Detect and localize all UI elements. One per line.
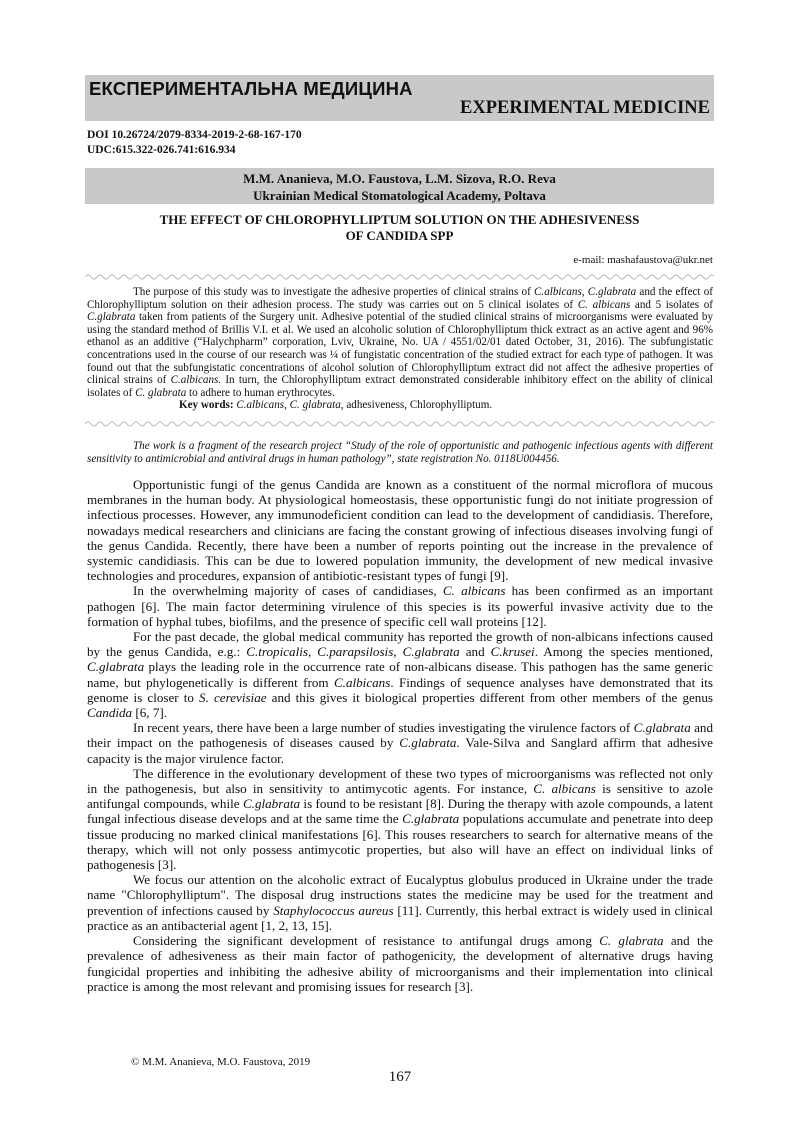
body-paragraph-5: The difference in the evolutionary development of these two types of microorganisms was reflected not only in the pathogenesis, but also in sensitivity to antimycotic agents. For instance, C. albicans is sensitive to azole antifungal compounds, while C.glabrata is found to be resistant [8]. During the therapy with azole compounds, a latent fungal infectious disease develops and at the same time the C.glabrata populations accumulate and penetrate into deep tissue producing no marked clinical manifestations [6]. This rouses researchers to search for alternative means of the therapy, which will not only possess antimycotic properties, but also will have an effect on individual links of pathogenesis [3]. <box>87 765 713 873</box>
body-paragraph-6: We focus our attention on the alcoholic extract of Eucalyptus globulus produced in Ukraine under the trade name "Chlorophylliptum". The disposal drug instructions states the medicine may be used for the treatment and prevention of infections caused by Staphylococcus aureus [11]. Currently, this herbal extract is widely used in clinical practice as an antibacterial agent [1, 2, 13, 15]. <box>87 872 713 933</box>
wavy-divider-bottom <box>85 420 714 428</box>
author-names: M.M. Ananieva, M.O. Faustova, L.M. Sizova, R.O. Reva <box>243 171 556 186</box>
keywords: Key words: C.albicans, C. glabrata, adhesiveness, Chlorophylliptum. <box>179 399 493 412</box>
body-paragraph-4: In recent years, there have been a large number of studies investigating the virulence factors of C.glabrata and their impact on the pathogenesis of diseases caused by C.glabrata. Vale-Silva and Sanglard affirm that adhesive capacity is the major virulence factor. <box>87 720 713 766</box>
keywords-label: Key words: <box>179 399 234 412</box>
author-affiliation: Ukrainian Medical Stomatological Academy, Poltava <box>253 188 546 203</box>
article-title <box>85 212 714 244</box>
journal-section-banner <box>85 75 714 121</box>
contact-email: e-mail: mashafaustova@ukr.net <box>573 254 713 266</box>
article-title-line-1: THE EFFECT OF CHLOROPHYLLIPTUM SOLUTION ON THE ADHESIVENESS <box>159 212 640 227</box>
page-number: 167 <box>388 1069 412 1085</box>
section-title-ukrainian: ЕКСПЕРИМЕНТАЛЬНА МЕДИЦИНА <box>89 78 413 99</box>
project-note: The work is a fragment of the research project “Study of the role of opportunistic and pathogenic infectious agents with different sensitivity to antimicrobial and antiviral drugs in human pathology”, state registration No. 0118U004456. <box>87 440 713 465</box>
article-identifiers <box>87 128 302 158</box>
copyright-notice: © M.M. Ananieva, M.O. Faustova, 2019 <box>131 1056 311 1068</box>
body-paragraph-3: For the past decade, the global medical community has reported the growth of non-albicans infections caused by the genus Candida, e.g.: C.tropicalis, C.parapsilosis, C.glabrata and C.krusei. Among the species mentioned, C.glabrata plays the leading role in the occurrence rate of non-albicans disease. This pathogen has the same generic name, but phylogenetically is different from C.albicans. Findings of sequence analyses have demonstrated that its genome is closer to S. cerevisiae and this gives it biological properties different from other members of the genus Candida [6, 7]. <box>87 629 713 721</box>
abstract-text: The purpose of this study was to investigate the adhesive properties of clinical strains of C.albicans, C.glabrata and the effect of Chlorophylliptum solution on their adhesion process. The study was carries out on 5 clinical isolates of C. albicans and 5 isolates of C.glabrata taken from patients of the Surgery unit. Adhesive potential of the studied clinical strains of microorganisms were evaluated by using the standard method of Brillis V.I. et al. We used an alcoholic solution of Chlorophylliptum thick extract as an active agent and 96% ethanol as an additive (“Halychpharm” corporation, Lviv, Ukraine, No. UA / 4551/02/01 dated October, 31, 2016). The subfungistatic concentrations used in the course of our research was ¼ of fungistatic concentration of the studied extract for each type of pathogen. It was found out that the subfungistatic concentrations of alcohol solution of Chlorophylliptum extract did not affect the adhesive properties of clinical strains of C.albicans. In turn, the Chlorophylliptum extract demonstrated considerable inhibitory effect on the ability of clinical isolates of C. glabrata to adhere to human erythrocytes. <box>87 286 713 399</box>
body-paragraph-1: Opportunistic fungi of the genus Candida are known as a constituent of the normal microflora of mucous membranes in the human body. At physiological homeostasis, these opportunistic fungi do not initiate progression of infectious processes. However, any immunodeficient condition can lead to the development of candidiasis. Therefore, nowadays medical researchers and clinicians are facing the constant growing of infectious diseases involving fungi of the genus Candida. Recently, there have been a number of reports pointing out the increase in the prevalence of systemic candidiasis. This can be due to lowered population immunity, the development of new medical invasive technologies and procedures, expansion of antibiotic-resistant types of fungi [9]. <box>87 477 713 584</box>
body-paragraph-7: Considering the significant development of resistance to antifungal drugs among C. glabrata and the prevalence of adhesiveness as their main factor of pathogenicity, the development of alternative drugs having fungicidal properties and inhibiting the adhesive ability of microorganisms and their implementation into clinical practice is among the most relevant and promising issues for research [3]. <box>87 933 713 994</box>
article-body <box>87 477 713 994</box>
doi: DOI 10.26724/2079-8334-2019-2-68-167-170 <box>87 129 302 141</box>
authors-block <box>85 168 714 204</box>
body-paragraph-2: In the overwhelming majority of cases of candidiases, C. albicans has been confirmed as an important pathogen [6]. The main factor determining virulence of this species is its powerful invasive activity due to the formation of hyphal tubes, biofilms, and the presence of specific cell wall proteins [12]. <box>87 583 713 629</box>
wavy-divider-top <box>85 273 714 281</box>
section-title-english: EXPERIMENTAL MEDICINE <box>460 98 710 118</box>
abstract <box>87 286 713 412</box>
article-title-line-2: OF CANDIDA SPP <box>345 228 454 243</box>
udc: UDC:615.322-026.741:616.934 <box>87 144 236 156</box>
